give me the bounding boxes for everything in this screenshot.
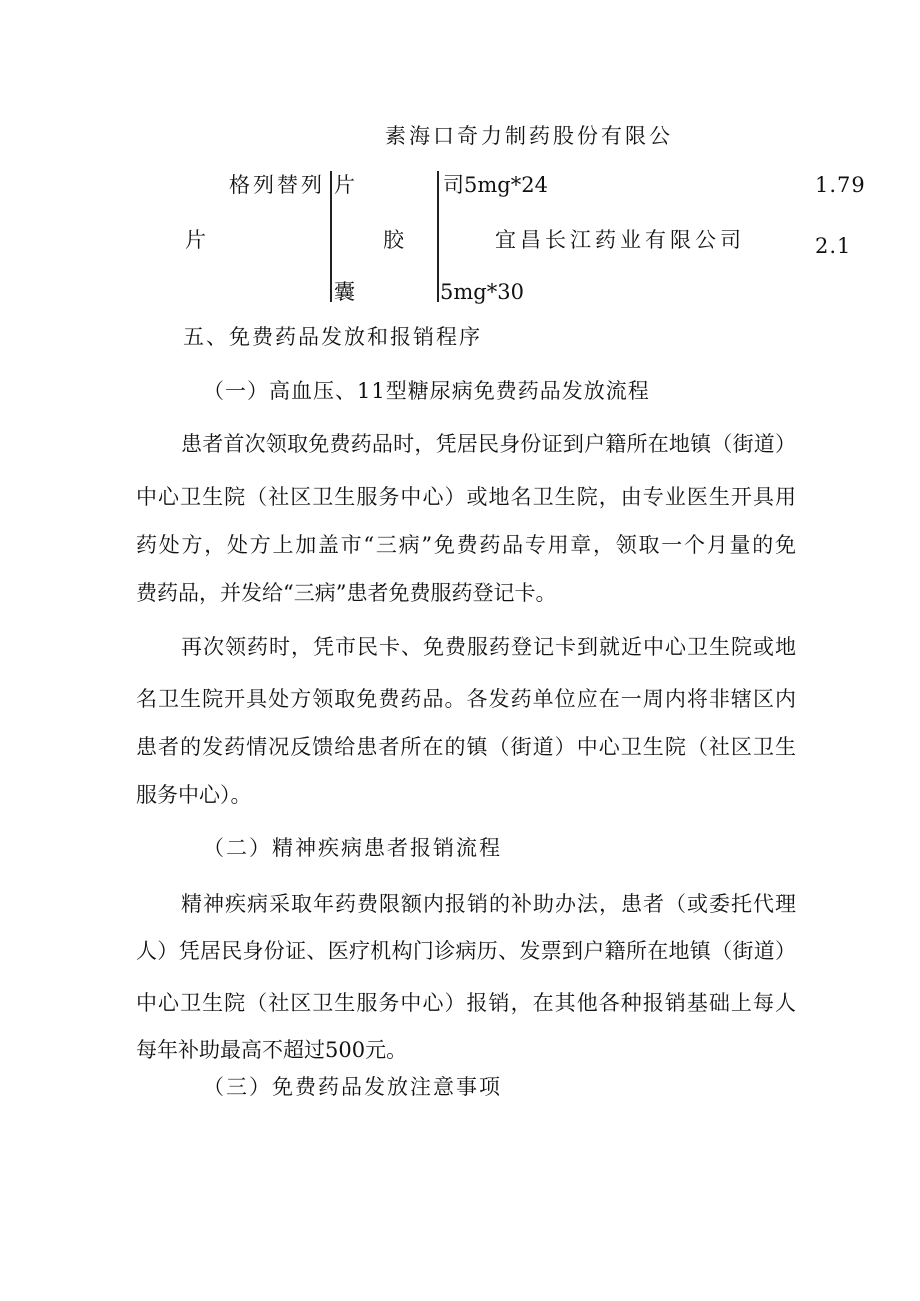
table-dosage-form: 片 — [334, 173, 358, 197]
table-column-divider — [437, 171, 439, 302]
paragraph-line: 中心卫生院（社区卫生服务中心）或地名卫生院，由专业医生开具用 — [136, 485, 796, 509]
table-dosage-form: 胶 — [383, 228, 407, 252]
subsection-heading: （三）免费药品发放注意事项 — [203, 1075, 502, 1099]
section-heading: 五、免费药品发放和报销程序 — [183, 325, 482, 349]
paragraph-line: 再次领药时，凭市民卡、免费服药登记卡到就近中心卫生院或地 — [181, 635, 796, 659]
paragraph-line: 精神疾病采取年药费限额内报销的补助办法，患者（或委托代理 — [181, 892, 796, 916]
subsection-heading: （一）高血压、11型糖尿病免费药品发放流程 — [203, 379, 650, 403]
paragraph-line: 人）凭居民身份证、医疗机构门诊病历、发票到户籍所在地镇（街道） — [136, 939, 796, 963]
table-drug-name: 格列替列 — [229, 173, 325, 197]
paragraph-line: 名卫生院开具处方领取免费药品。各发药单位应在一周内将非辖区内 — [136, 687, 796, 711]
table-column-divider — [330, 171, 332, 302]
table-manufacturer-continuation: 素海口奇力制药股份有限公 — [385, 124, 673, 148]
paragraph-line: 药处方，处方上加盖市“三病”免费药品专用章，领取一个月量的免 — [136, 533, 796, 557]
table-dosage-form-cont: 囊 — [334, 280, 358, 304]
table-drug-name-cont: 片 — [185, 228, 209, 252]
paragraph-line: 中心卫生院（社区卫生服务中心）报销，在其他各种报销基础上每人 — [136, 991, 796, 1015]
paragraph-line: 患者首次领取免费药品时，凭居民身份证到户籍所在地镇（街道） — [181, 432, 796, 456]
table-price: 2.1 — [815, 234, 852, 258]
paragraph-line: 每年补助最高不超过500元。 — [136, 1038, 408, 1062]
table-price: 1.79 — [815, 173, 866, 197]
paragraph-line: 费药品，并发给“三病”患者免费服药登记卡。 — [136, 581, 557, 605]
paragraph-line: 患者的发药情况反馈给患者所在的镇（街道）中心卫生院（社区卫生 — [136, 735, 796, 759]
paragraph-line: 服务中心）。 — [136, 783, 252, 807]
table-spec: 司5mg*24 — [443, 173, 548, 197]
subsection-heading: （二）精神疾病患者报销流程 — [203, 836, 502, 860]
table-spec: 5mg*30 — [440, 280, 524, 304]
table-manufacturer: 宜昌长江药业有限公司 — [495, 228, 745, 252]
